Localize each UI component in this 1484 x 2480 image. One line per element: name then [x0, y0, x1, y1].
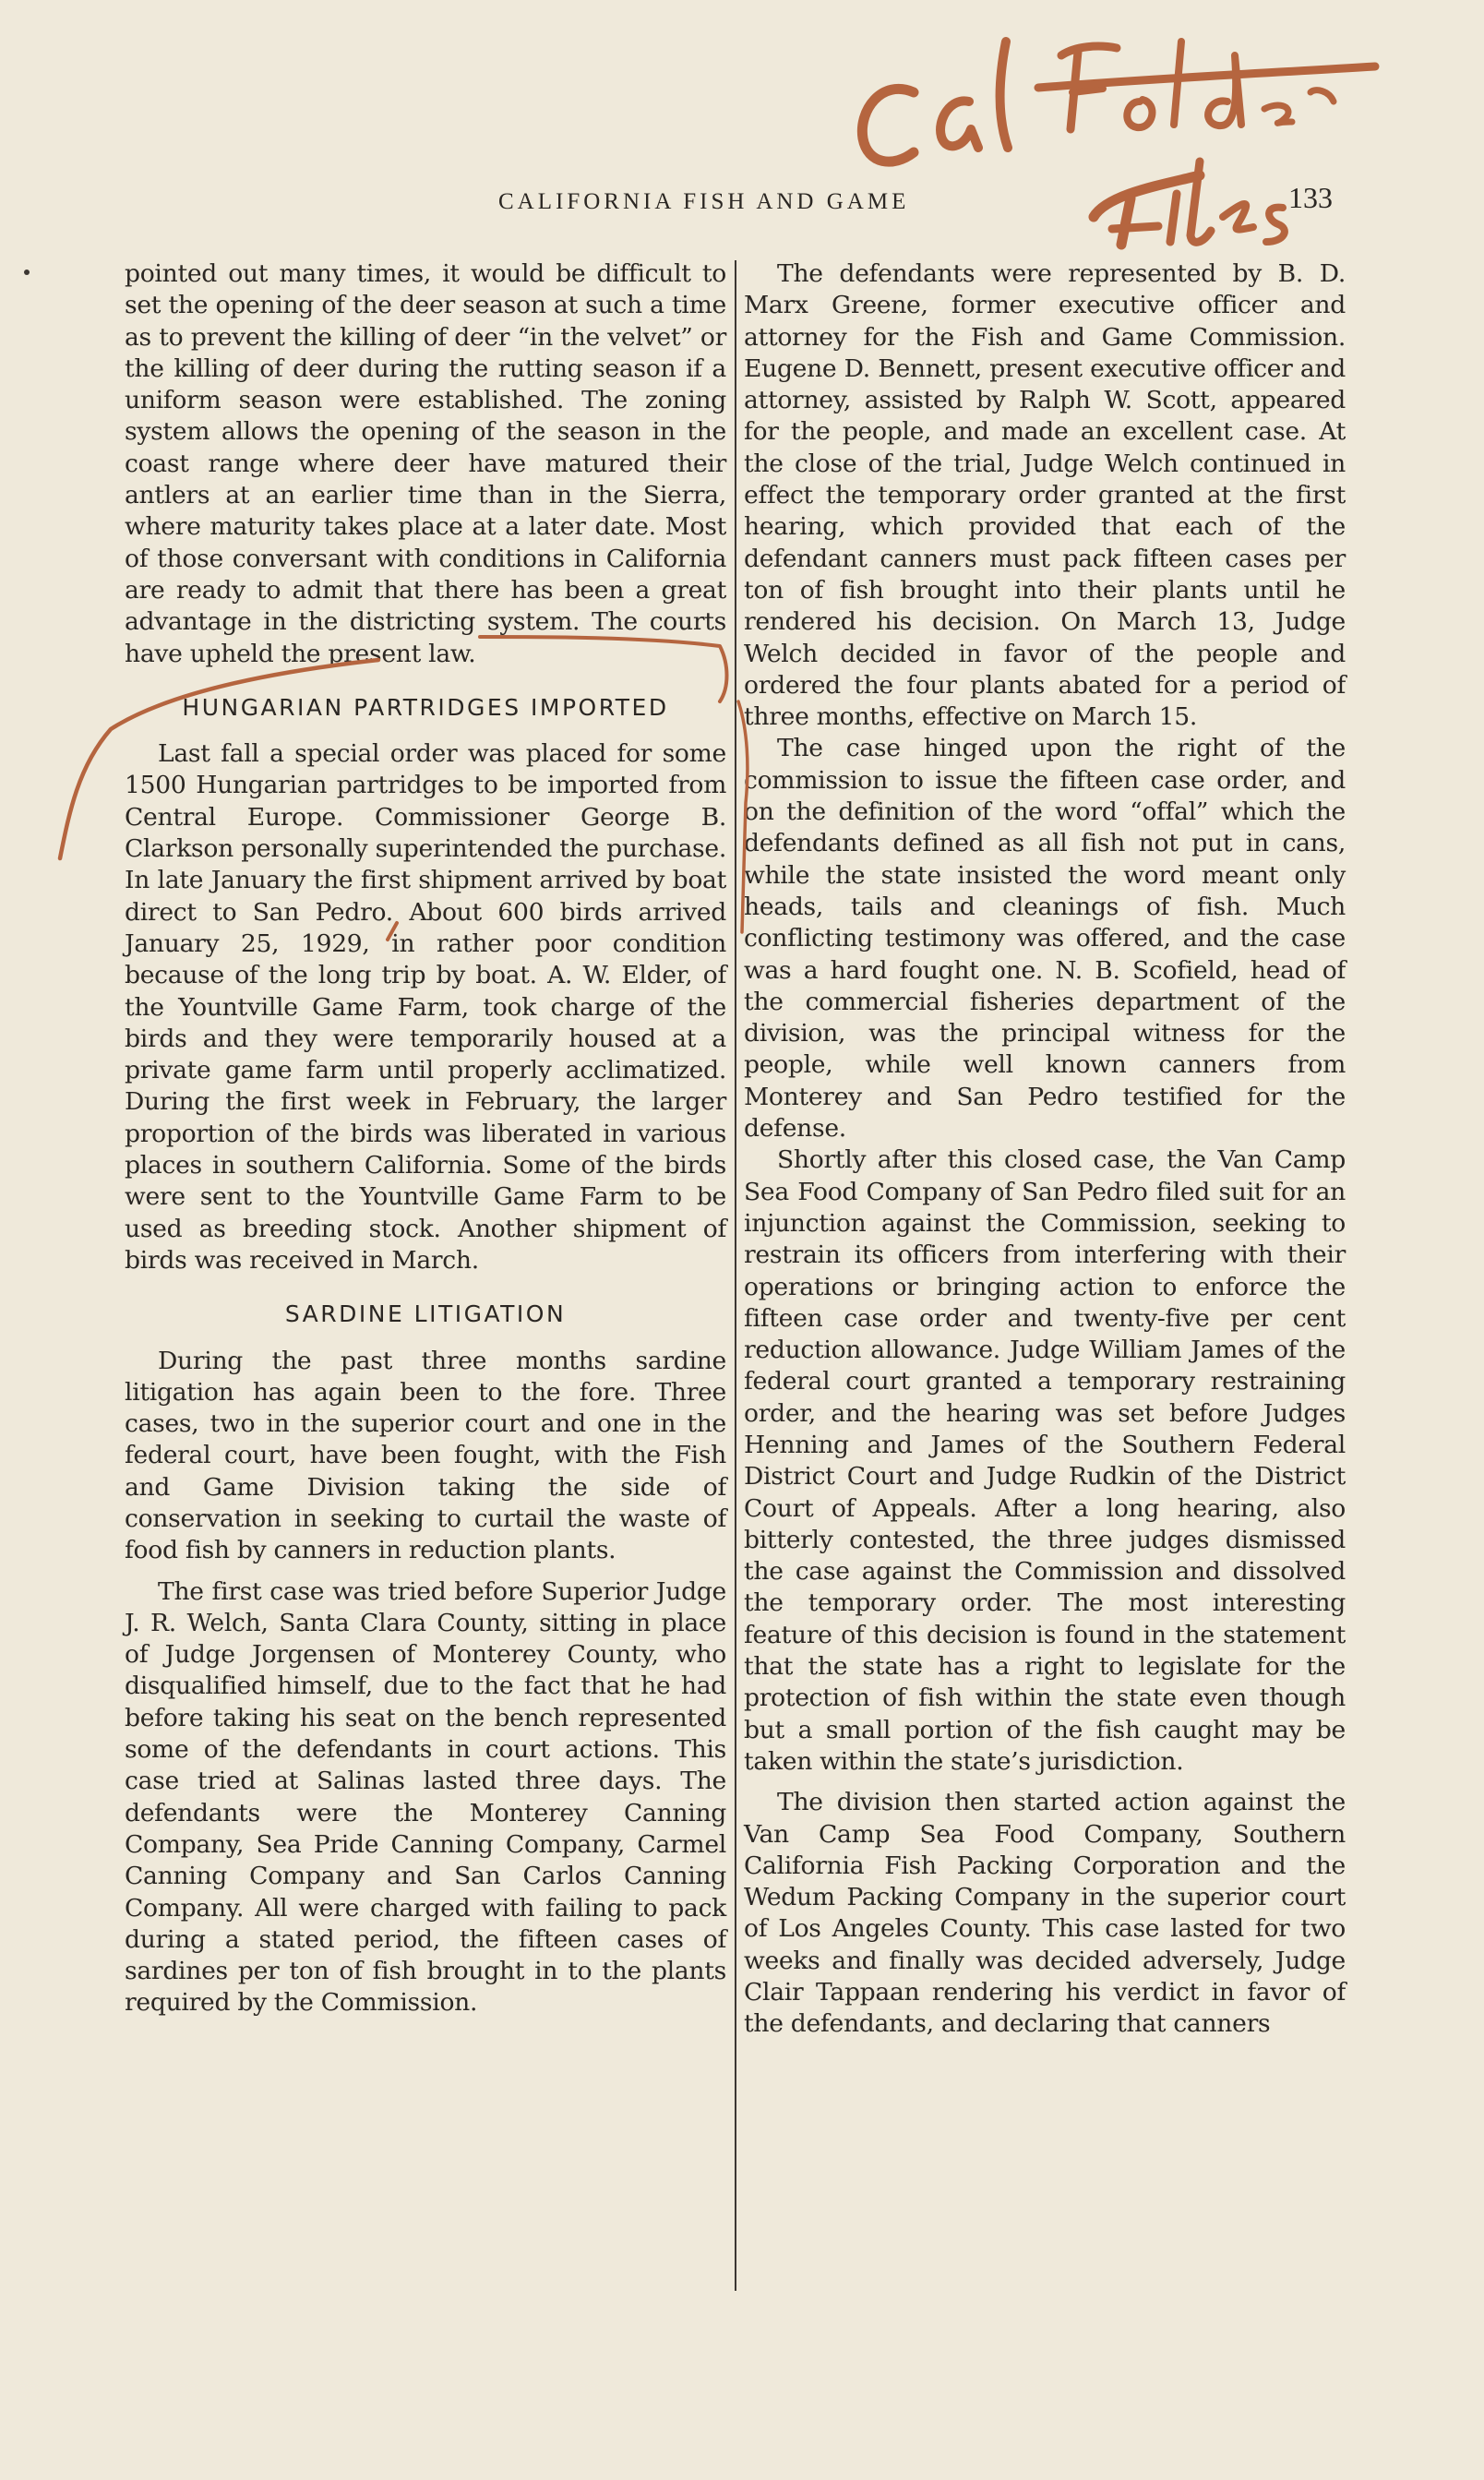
paragraph-defendants: The defendants were represented by B. D. Marx Greene, former executive officer and attorney for the Fish and Game Commission. Eugene D. Bennett, present executive officer and attorney, assisted by Ralph W. Scott, appeared for the people, and made an excellent case. At the close of the trial, Judge Welch continued in effect the temporary order granted at the first hearing, which provided that each of the defendant canners must pack fifteen cases per ton of fish brought into their plants until he rendered his decision. On March 13, Judge Welch decided in favor of the people and ordered the four plants abated for a period of three months, effective on March 15.: [744, 259, 1346, 732]
column-divider: [735, 260, 736, 2291]
margin-dot: [24, 270, 30, 275]
paragraph-case-hinged: The case hinged upon the right of the commission to issue the fifteen case order, and on the definition of the word “offal” which the defendants defined as all fish not put in cans, while the state insisted the word meant only heads, tails and cleanings of fish. Much conflicting testimony was offered, and the case was a hard fought one. N. B. Scofield, head of the commercial fisheries department of the division, was the principal witness for the people, while well known canners from Monterey and San Pedro testified for the defense.: [744, 734, 1346, 1144]
paragraph-van-camp: Shortly after this closed case, the Van Camp Sea Food Company of San Pedro filed suit for an injunction against the Commission, seeking to restrain its officers from interfering with their operations or bringing action to enforce the fifteen case order and twenty-five per cent reduction allowance. Judge William James of the federal court granted a temporary restraining order, and the hearing was set before Judges Henning and James of the Southern Federal District Court and Judge Rudkin of the District Court of Appeals. After a long hearing, also bitterly contested, the three judges dismissed the case against the Commission and dissolved the temporary order. The most interesting feature of this decision is found in the statement that the state has a right to legislate for the protection of fish within the state even though but a small portion of the fish caught may be taken within the state’s jurisdiction.: [744, 1145, 1346, 1776]
heading-hungarian-partridges: HUNGARIAN PARTRIDGES IMPORTED: [182, 693, 669, 721]
paragraph-deer-season: pointed out many times, it would be difficult to set the opening of the deer season at such a time as to prevent the killing of deer “in the velvet” or the killing of deer during the rutting season if a uniform season were established. The zoning system allows the opening of the season in the coast range where deer have matured their antlers at an earlier time than in the Sierra, where maturity takes place at a later date. Most of those conversant with conditions in California are ready to admit that there has been a great advantage in the districting system. The courts have upheld the present law.: [125, 259, 726, 668]
running-header: CALIFORNIA FISH AND GAME: [498, 189, 910, 214]
paragraph-partridges: Last fall a special order was placed for some 1500 Hungarian partridges to be imported from Central Europe. Commissioner George B. Clarkson personally superintended the purchase. In late January the first shipment arrived by boat direct to San Pedro. About 600 birds arrived January 25, 1929, in rather poor condition because of the long trip by boat. A. W. Elder, of the Yountville Game Farm, took charge of the birds and they were temporarily housed at a private game farm until properly acclimatized. During the first week in February, the larger proportion of the birds was liberated in various places in southern California. Some of the birds were sent to the Yountville Game Farm to be used as breeding stock. Another shipment of birds was received in March.: [125, 739, 726, 1275]
heading-sardine-litigation: SARDINE LITIGATION: [284, 1300, 567, 1328]
left-column: [125, 258, 726, 2019]
paragraph-sardine-intro: During the past three months sardine litigation has again been to the fore. Three cases, two in the superior court and one in the federal court, have been fought, with the Fish and Game Division taking the side of conservation in seeking to curtail the waste of food fish by canners in reduction plants.: [125, 1346, 726, 1565]
page-number: 133: [1288, 181, 1333, 214]
paragraph-division-action: The division then started action against the Van Camp Sea Food Company, Southern California Fish Packing Corporation and the Wedum Packing Company in the superior court of Los Angeles County. This case lasted for two weeks and finally was decided adversely, Judge Clair Tappaan rendering his verdict in favor of the defendants, and declaring that canners: [744, 1788, 1346, 2039]
right-column: [744, 258, 1346, 2041]
paragraph-first-case: The first case was tried before Superior Judge J. R. Welch, Santa Clara County, sitting in place of Judge Jorgensen of Monterey County, who disqualified himself, due to the fact that he had before taking his seat on the bench represented some of the defendants in court actions. This case tried at Salinas lasted three days. The defendants were the Monterey Canning Company, Sea Pride Canning Company, Carmel Canning Company and San Carlos Canning Company. All were charged with failing to pack during a stated period, the fifteen cases of sardines per ton of fish brought in to the plants required by the Commission.: [125, 1576, 726, 2018]
